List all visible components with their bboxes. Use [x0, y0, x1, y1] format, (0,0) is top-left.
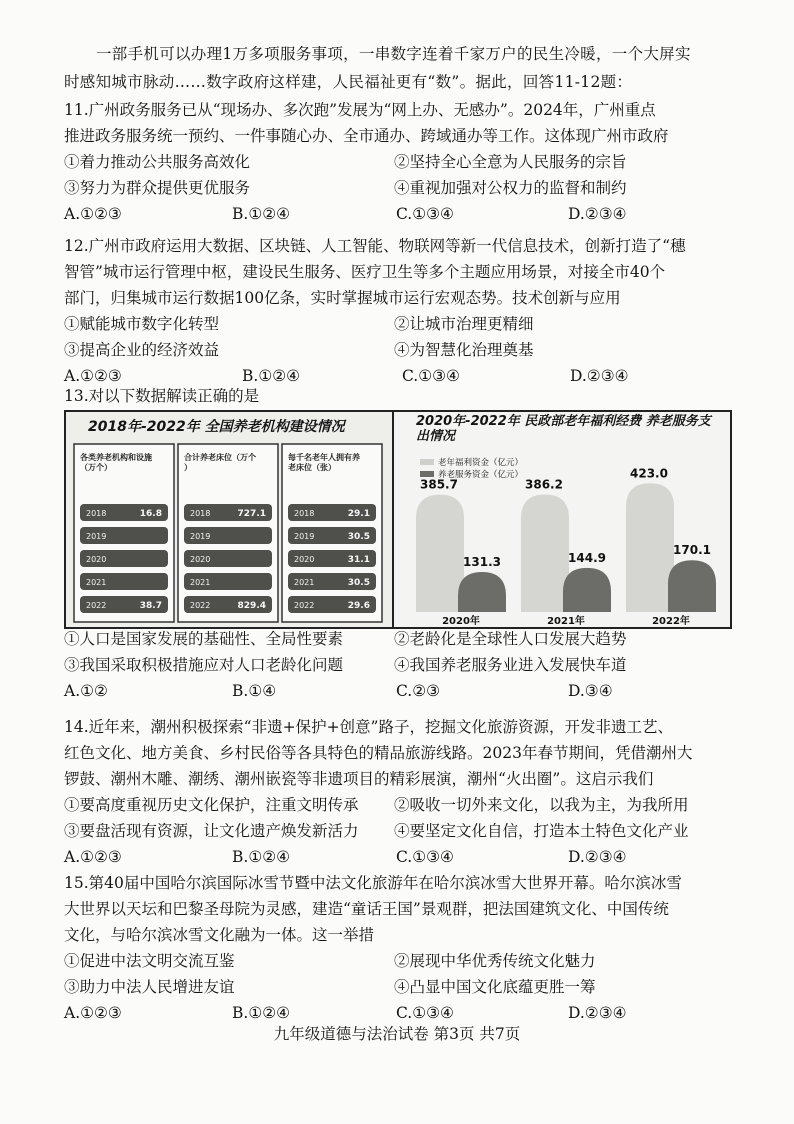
bar-data-label: 131.3: [463, 555, 501, 570]
option-2: ②让城市治理更精细: [394, 315, 534, 333]
question-stem-line: 红色文化、地方美食、乡村民俗等各具特色的精品旅游线路。2023年春节期间，凭借潮州大: [64, 744, 693, 762]
option-1: ①促进中法文明交流互鉴: [64, 952, 235, 970]
option-3: ③努力为群众提供更优服务: [64, 179, 251, 197]
table-column-header: 老床位（张）: [288, 463, 336, 472]
answer-d: D.②③④: [568, 205, 627, 223]
answer-c: C.①③④: [402, 367, 460, 385]
welfare-funding-panel: [396, 412, 730, 627]
answer-c: C.②③: [396, 682, 441, 700]
table-row-year: 2019: [190, 532, 211, 541]
table-row-value: 829.4: [237, 601, 266, 611]
bar-data-label: 170.1: [673, 543, 711, 558]
option-2: ②坚持全心全意为人民服务的宗旨: [394, 153, 627, 171]
question-13-figure: [64, 410, 732, 629]
answer-b: B.①②④: [242, 367, 301, 385]
panel-title: 2018年-2022年 全国养老机构建设情况: [88, 419, 345, 435]
elderly-care-institutions-panel: [66, 412, 394, 627]
option-4: ④我国养老服务业进入发展快车道: [394, 656, 627, 674]
table-row-year: 2018: [86, 509, 107, 518]
intro-passage: [64, 40, 744, 96]
table-column-header: （万个）: [80, 463, 112, 472]
answer-c: C.①③④: [396, 1004, 454, 1022]
bar-data-label: 423.0: [630, 466, 668, 481]
x-tick-label: 2022年: [652, 616, 690, 627]
answer-d: D.③④: [568, 682, 613, 700]
bar-data-label: 386.2: [525, 477, 563, 492]
question-stem-line: 推进政务服务统一预约、一件事随心办、全市通办、跨域通办等工作。这体现广州市政府: [64, 127, 669, 145]
table-row-year: 2020: [294, 555, 315, 564]
question-15: [64, 870, 744, 1026]
table-row-year: 2022: [294, 601, 315, 610]
option-2: ②老龄化是全球性人口发展大趋势: [394, 630, 627, 648]
answer-b: B.①②④: [232, 1004, 291, 1022]
x-tick-label: 2020年: [442, 616, 480, 627]
table-row-year: 2019: [294, 532, 315, 541]
option-1: ①人口是国家发展的基础性、全局性要素: [64, 630, 344, 648]
table-row-year: 2022: [86, 601, 107, 610]
table-row-value: 30.5: [347, 578, 370, 588]
intro-line: 一部手机可以办理1万多项服务事项，一串数字连着千家万户的民生冷暖，一个大屏实: [96, 45, 691, 63]
question-13-options: [64, 626, 744, 704]
question-stem-line: 12.广州市政府运用大数据、区块链、人工智能、物联网等新一代信息技术，创新打造了“穗: [64, 237, 686, 255]
option-2: ②吸收一切外来文化，以我为主，为我所用: [394, 796, 689, 814]
question-stem-line: 大世界以天坛和巴黎圣母院为灵感，建造“童话王国”景观群，把法国建筑文化、中国传统: [64, 900, 669, 918]
table-row-value: 727.1: [237, 509, 266, 519]
question-11: [64, 97, 744, 227]
question-stem-line: 锣鼓、潮州木雕、潮绣、潮州嵌瓷等非遗项目的精彩展演，潮州“火出圈”。这启示我们: [64, 770, 654, 788]
option-1: ①赋能城市数字化转型: [64, 315, 220, 333]
question-stem-line: 11.广州政务服务已从“现场办、多次跑”发展为“网上办、无感办”。2024年，广州重点: [64, 101, 656, 119]
intro-line: 时感知城市脉动……数字政府这样建，人民福祉更有“数”。据此，回答11-12题：: [64, 73, 633, 91]
bar-data-label: 144.9: [568, 550, 606, 565]
option-3: ③要盘活现有资源，让文化遗产焕发新活力: [64, 822, 359, 840]
bar-welfare-fund: [521, 494, 569, 612]
answer-a: A.①②: [64, 682, 108, 700]
option-3: ③提高企业的经济效益: [64, 341, 220, 359]
answer-c: C.①③④: [396, 848, 454, 866]
answer-c: C.①③④: [396, 205, 454, 223]
answer-a: A.①②③: [64, 367, 122, 385]
table-row-year: 2018: [190, 509, 211, 518]
legend-label: 养老服务资金（亿元）: [438, 470, 524, 480]
funding-bar-chart: [396, 412, 730, 627]
answer-a: A.①②③: [64, 205, 122, 223]
answer-d: D.②③④: [568, 848, 627, 866]
table-row-value: 29.6: [347, 601, 370, 611]
answer-d: D.②③④: [570, 367, 629, 385]
table-row-year: 2021: [86, 578, 107, 587]
bar-service-fund: [563, 568, 611, 612]
table-row-value: 16.8: [139, 509, 162, 519]
question-stem-line: 文化，与哈尔滨冰雪文化融为一体。这一举措: [64, 926, 375, 944]
table-row-year: 2021: [294, 578, 315, 587]
table-row-value: 30.5: [347, 532, 370, 542]
question-13: [64, 383, 744, 409]
option-2: ②展现中华优秀传统文化魅力: [394, 952, 596, 970]
option-4: ④重视加强对公权力的监督和制约: [394, 179, 627, 197]
question-12: [64, 233, 744, 389]
answer-b: B.①②④: [232, 205, 291, 223]
question-stem-line: 15.第40届中国哈尔滨国际冰雪节暨中法文化旅游年在哈尔滨冰雪大世界开幕。哈尔滨冰雪: [64, 874, 682, 892]
answer-d: D.②③④: [568, 1004, 627, 1022]
legend-label: 老年福利资金（亿元）: [438, 458, 524, 468]
question-stem-line: 14.近年来，潮州积极探索“非遗+保护+创意”路子，挖掘文化旅游资源，开发非遗工艺、: [64, 718, 673, 736]
question-stem-line: 部门，归集城市运行数据100亿条，实时掌握城市运行宏观态势。技术创新与应用: [64, 289, 621, 307]
table-row-value: 29.1: [347, 509, 370, 519]
table-column-header: 合计养老床位（万个: [184, 453, 256, 462]
bar-service-fund: [668, 560, 716, 612]
bar-service-fund: [458, 572, 506, 612]
table-row-value: 31.1: [347, 555, 370, 565]
table-column-header: ）: [184, 463, 192, 472]
option-4: ④要坚定文化自信，打造本土特色文化产业: [394, 822, 689, 840]
answer-a: A.①②③: [64, 848, 122, 866]
institution-table-graphic: [66, 412, 392, 627]
option-3: ③助力中法人民增进友谊: [64, 978, 235, 996]
x-tick-label: 2021年: [547, 616, 585, 627]
answer-a: A.①②③: [64, 1004, 122, 1022]
table-column-header: 每千名老年人拥有养: [288, 453, 360, 462]
page-footer: 九年级道德与法治试卷 第3页 共7页: [273, 1025, 521, 1043]
option-3: ③我国采取积极措施应对人口老龄化问题: [64, 656, 344, 674]
question-stem-line: 13.对以下数据解读正确的是: [64, 387, 260, 405]
panel-title: 2020年-2022年 民政部老年福利经费 养老服务支出情况: [416, 414, 711, 444]
table-row-year: 2020: [190, 555, 211, 564]
option-1: ①着力推动公共服务高效化: [64, 153, 251, 171]
table-row-year: 2021: [190, 578, 211, 587]
table-row-year: 2020: [86, 555, 107, 564]
option-4: ④为智慧化治理奠基: [394, 341, 534, 359]
option-4: ④凸显中国文化底蕴更胜一筹: [394, 978, 596, 996]
table-column-header: 各类养老机构和设施: [80, 453, 152, 462]
question-14: [64, 714, 744, 870]
bar-welfare-fund: [416, 495, 464, 612]
option-1: ①要高度重视历史文化保护，注重文明传承: [64, 796, 359, 814]
bar-data-label: 385.7: [420, 477, 458, 492]
answer-b: B.①④: [232, 682, 277, 700]
bar-welfare-fund: [626, 483, 674, 612]
table-row-year: 2019: [86, 532, 107, 541]
table-row-value: 38.7: [139, 601, 162, 611]
table-row-year: 2018: [294, 509, 315, 518]
answer-b: B.①②④: [232, 848, 291, 866]
question-stem-line: 智管”城市运行管理中枢，建设民生服务、医疗卫生等多个主题应用场景，对接全市40个: [64, 263, 666, 281]
table-row-year: 2022: [190, 601, 211, 610]
